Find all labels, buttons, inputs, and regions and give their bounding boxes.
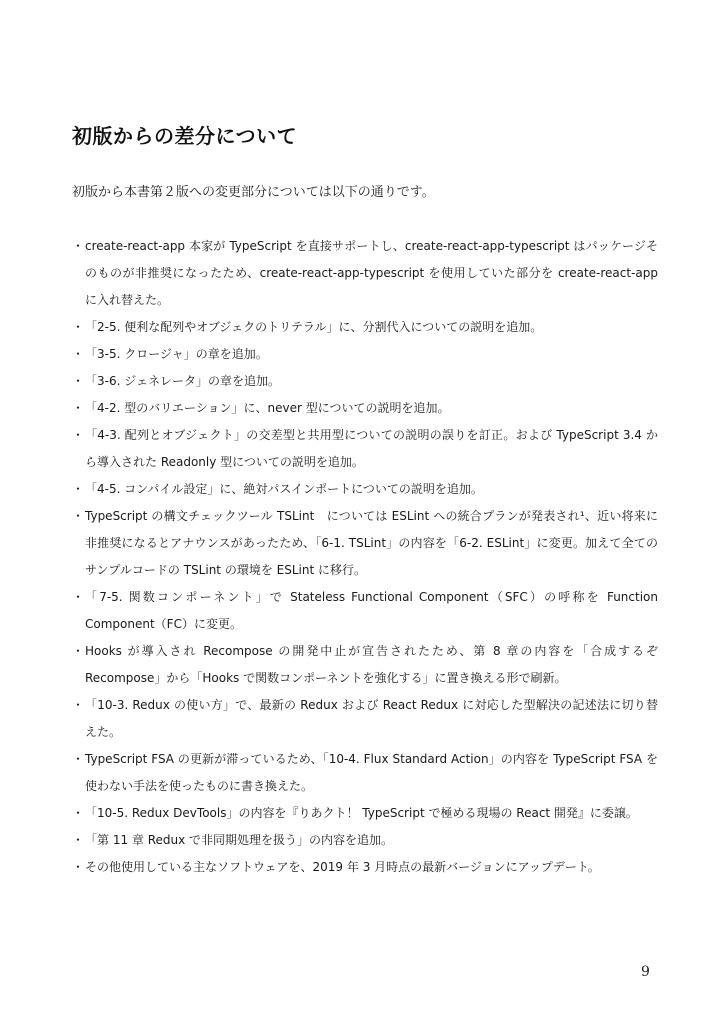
bullet-icon: ・: [72, 320, 85, 334]
change-item: [72, 503, 658, 584]
bullet-icon: ・: [72, 752, 85, 766]
change-item-text: TypeScript FSA の更新が滞っているため、「10-4. Flux Standard Action」の内容を TypeScript FSA を使わない手法を使ったものに書き換えた。: [85, 752, 658, 793]
bullet-icon: ・: [72, 347, 85, 361]
change-item-text: TypeScript の構文チェックツール TSLint については ESLint への統合プランが発表され¹、近い将来に非推奨になるとアナウンスがあったため、「6-1. TSLint」の内容を「6-2. ESLint」に変更。加えて全てのサンプルコードの TSLint の環境を ESLint に移行。: [85, 509, 658, 577]
change-item-text: create-react-app 本家が TypeScript を直接サポートし、create-react-app-typescript はパッケージそのものが非推奨になったため、create-react-app-typescript を使用していた部分を create-react-app に入れ替えた。: [85, 239, 658, 307]
change-item-text: 「7-5. 関数コンポーネント」で Stateless Functional Component（SFC）の呼称を Function Component（FC）に変更。: [85, 590, 658, 631]
change-item: [72, 584, 658, 638]
change-item: [72, 800, 658, 827]
change-item: [72, 476, 658, 503]
change-item-text: 「10-5. Redux DevTools」の内容を『りあクト！ TypeScript で極める現場の React 開発』に委譲。: [85, 806, 638, 820]
change-item: [72, 233, 658, 314]
change-item: [72, 368, 658, 395]
bullet-icon: ・: [72, 482, 85, 496]
change-item: [72, 638, 658, 692]
page-number: 9: [641, 964, 650, 980]
bullet-icon: ・: [72, 833, 85, 847]
change-item-text: 「4-3. 配列とオブジェクト」の交差型と共用型についての説明の誤りを訂正。および TypeScript 3.4 から導入された Readonly 型についての説明を追加。: [85, 428, 658, 469]
change-item: [72, 395, 658, 422]
change-item-text: その他使用している主なソフトウェアを、2019 年 3 月時点の最新バージョンにアップデート。: [85, 860, 600, 874]
bullet-icon: ・: [72, 401, 85, 415]
change-item-text: 「4-2. 型のバリエーション」に、never 型についての説明を追加。: [85, 401, 450, 415]
change-item-text: 「2-5. 便利な配列やオブジェクのトリテラル」に、分割代入についての説明を追加。: [85, 320, 543, 334]
change-item-text: 「第 11 章 Redux で非同期処理を扱う」の内容を追加。: [85, 833, 394, 847]
change-item-text: 「10-3. Redux の使い方」で、最新の Redux および React Redux に対応した型解決の記述法に切り替えた。: [85, 698, 658, 739]
bullet-icon: ・: [72, 239, 85, 253]
section-title: 初版からの差分について: [72, 124, 298, 148]
change-item: [72, 422, 658, 476]
bullet-icon: ・: [72, 590, 85, 604]
bullet-icon: ・: [72, 428, 85, 442]
bullet-icon: ・: [72, 860, 85, 874]
change-item: [72, 746, 658, 800]
change-item-text: 「3-6. ジェネレータ」の章を追加。: [85, 374, 280, 388]
change-item: [72, 827, 658, 854]
bullet-icon: ・: [72, 644, 85, 658]
bullet-icon: ・: [72, 806, 85, 820]
change-list: [72, 233, 658, 881]
change-item-text: Hooks が導入され Recompose の開発中止が宣告されたため、第 8 章の内容を「合成するぞ Recompose」から「Hooks で関数コンポーネントを強化する」に置き換える形で刷新。: [85, 644, 658, 685]
bullet-icon: ・: [72, 698, 85, 712]
change-item: [72, 692, 658, 746]
change-item: [72, 314, 658, 341]
change-item-text: 「4-5. コンパイル設定」に、絶対パスインポートについての説明を追加。: [85, 482, 483, 496]
bullet-icon: ・: [72, 509, 85, 523]
change-item: [72, 341, 658, 368]
intro-paragraph: 初版から本書第２版への変更部分については以下の通りです。: [72, 185, 435, 200]
change-item-text: 「3-5. クロージャ」の章を追加。: [85, 347, 268, 361]
change-item: [72, 854, 658, 881]
bullet-icon: ・: [72, 374, 85, 388]
